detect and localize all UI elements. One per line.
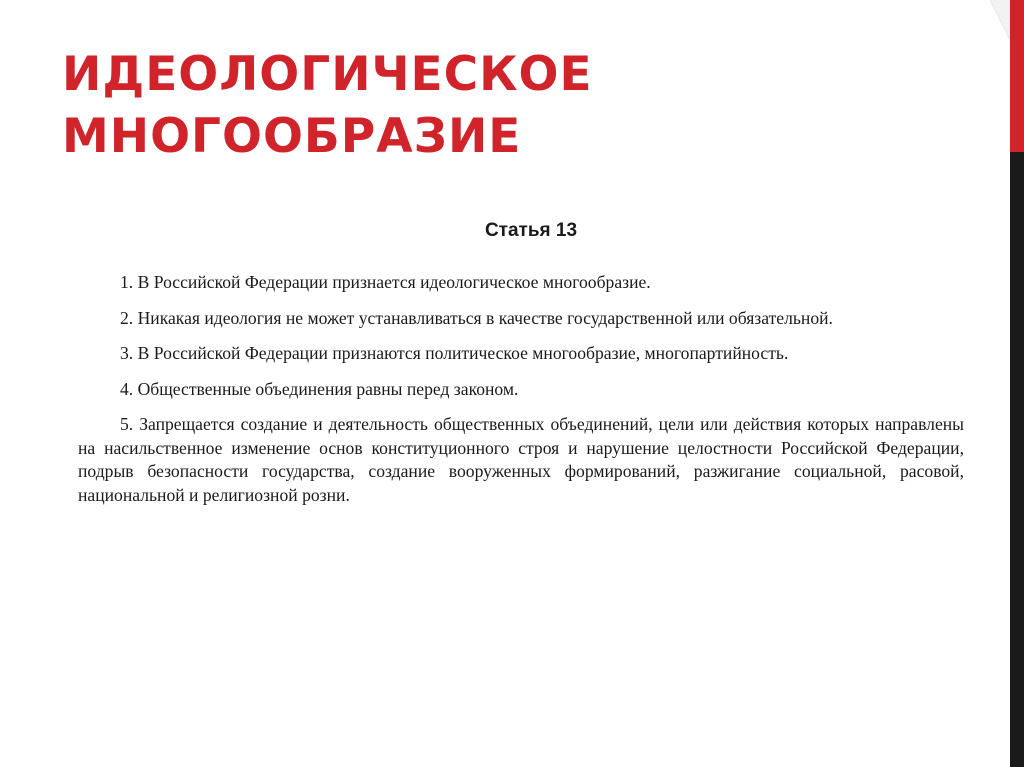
edge-bar-black — [1010, 152, 1024, 767]
slide-edge-bar — [1010, 0, 1024, 767]
article-paragraph-5: 5. Запрещается создание и деятельность общественных объединений, цели или действия которых направлены на насильственное изменение основ конституционного строя и нарушение целостности Российской Федерации, подрыв безопасности государства, создание вооруженных формирований, разжигание социальной, расовой, национальной и религиозной розни. — [78, 414, 964, 505]
article-paragraph-2: 2. Никакая идеология не может устанавливаться в качестве государственной или обязательной. — [120, 307, 833, 328]
slide-title-line-1: ИДЕОЛОГИЧЕСКОЕ — [62, 47, 593, 102]
article-heading: Статья 13 — [484, 220, 578, 241]
slide-title — [62, 44, 942, 168]
constitution-article — [78, 220, 964, 519]
slide-title-line-2: МНОГООБРАЗИЕ — [62, 109, 522, 164]
article-paragraph-3: 3. В Российской Федерации признаются политическое многообразие, многопартийность. — [120, 343, 789, 363]
edge-bar-red — [1010, 0, 1024, 152]
article-paragraph-1: 1. В Российской Федерации признается идеологическое многообразие. — [120, 272, 651, 292]
article-paragraph-4: 4. Общественные объединения равны перед законом. — [120, 378, 519, 399]
